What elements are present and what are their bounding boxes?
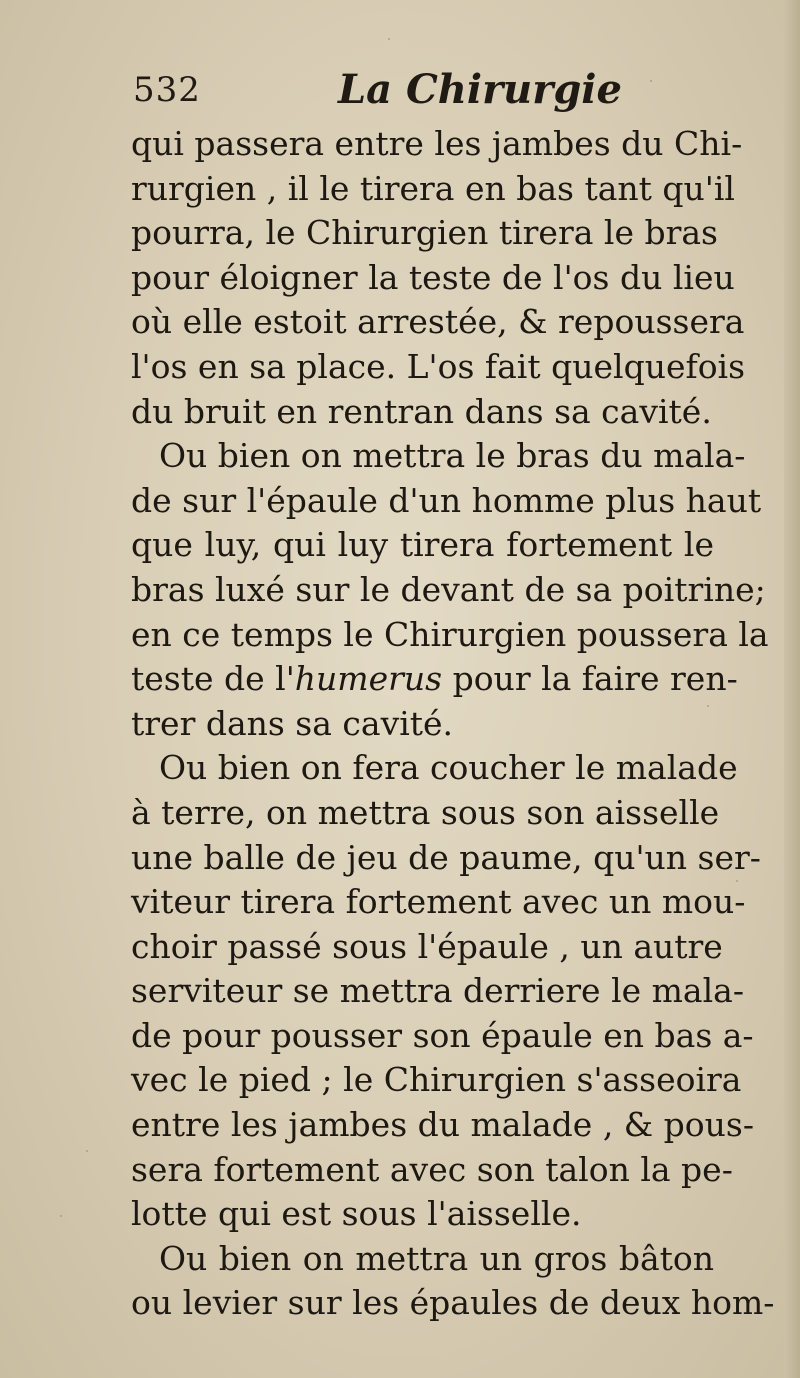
text-line: entre les jambes du malade , & pous- [131,1105,755,1145]
text-line: choir passé sous l'épaule , un autre [131,926,723,966]
page-gutter-shadow [784,0,800,1378]
text-segment: teste de l' [131,659,295,699]
text-line: Ou bien on mettra le bras du mala- [159,436,746,476]
italic-term: humerus [294,659,443,699]
paragraph [131,122,746,434]
text-line: bras luxé sur le devant de sa poitrine; [131,569,766,609]
paper-speck [86,1150,88,1152]
page-header [133,64,733,120]
text-line [131,657,738,702]
text-line: Ou bien on fera coucher le malade [159,748,738,788]
text-line: Ou bien on mettra un gros bâton [159,1238,714,1278]
text-line: vec le pied ; le Chirurgien s'asseoira [131,1060,742,1100]
text-line: sera fortement avec son talon la pe- [131,1149,733,1189]
text-line: où elle estoit arrestée, & repoussera [131,302,745,342]
text-line: rurgien , il le tirera en bas tant qu'il [131,168,735,208]
text-line: du bruit en rentran dans sa cavité. [131,391,712,431]
text-line: lotte qui est sous l'aisselle. [131,1194,582,1234]
text-line: que luy, qui luy tirera fortement le [131,525,714,565]
text-line: de sur l'épaule d'un homme plus haut [131,480,762,520]
body-text [131,122,775,1326]
text-segment: pour la faire ren- [442,659,738,699]
text-line: qui passera entre les jambes du Chi- [131,124,743,163]
text-line: en ce temps le Chirurgien poussera la [131,614,769,654]
text-line: de pour pousser son épaule en bas a- [131,1015,754,1055]
running-title: La Chirurgie [338,66,622,113]
text-line: pourra, le Chirurgien tirera le bras [131,213,718,253]
paragraph [131,434,769,746]
paper-speck [388,38,390,40]
paragraph [131,1237,775,1326]
text-line: l'os en sa place. L'os fait quelquefois [131,346,746,386]
text-line: pour éloigner la teste de l'os du lieu [131,257,735,297]
page-number: 532 [133,70,201,110]
paper-speck [60,1215,62,1217]
text-line: à terre, on mettra sous son aisselle [131,792,720,832]
text-line: serviteur se mettra derriere le mala- [131,971,744,1011]
text-line: une balle de jeu de paume, qu'un ser- [131,837,761,877]
text-line: viteur tirera fortement avec un mou- [131,882,746,922]
paragraph [131,746,761,1237]
text-line: ou levier sur les épaules de deux hom- [131,1283,775,1323]
text-line: trer dans sa cavité. [131,703,454,743]
